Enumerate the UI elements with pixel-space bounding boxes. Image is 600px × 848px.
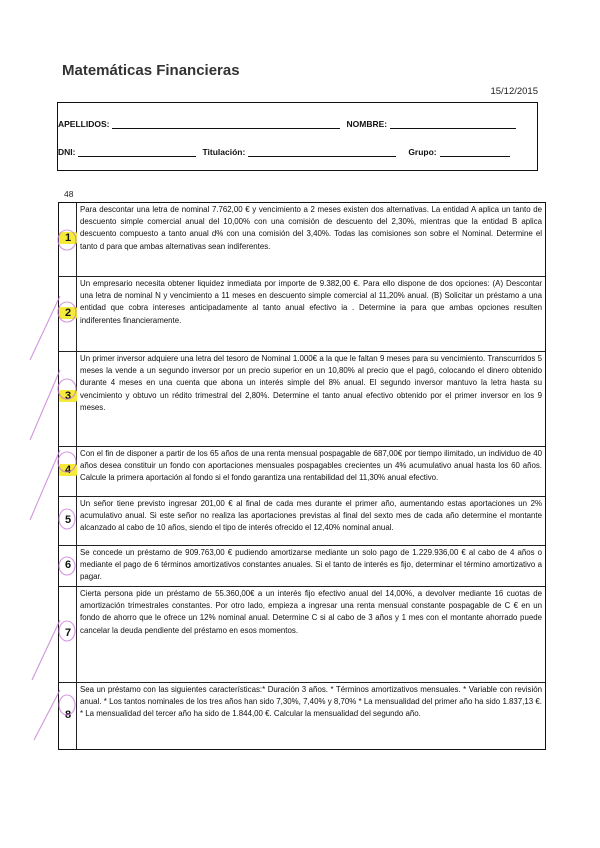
slash-mark [30, 450, 60, 520]
name-row [58, 119, 516, 129]
dni-field[interactable] [78, 147, 196, 157]
slash-mark [32, 620, 60, 680]
question-number: 1 [59, 232, 77, 244]
apellidos-field[interactable] [112, 119, 340, 129]
question-number: 6 [64, 559, 72, 571]
dni-label: DNI: [58, 147, 76, 157]
question-row [59, 352, 545, 447]
grupo-label: Grupo: [408, 147, 437, 157]
titulacion-label: Titulación: [202, 147, 246, 157]
nombre-field[interactable] [390, 119, 516, 129]
question-row [59, 683, 545, 749]
page-number: 48 [64, 189, 74, 199]
question-number: 4 [59, 464, 77, 476]
student-info-box [57, 102, 538, 171]
slash-mark [30, 370, 60, 440]
question-row [59, 587, 545, 683]
question-text: Se concede un préstamo de 909.763,00 € pudiendo amortizarse mediante un solo pago de 1.229.936,00 € al cabo de 4 años o mediante el pago de 6 términos amortizativos constantes anuales. Si el tanto de interés es fijo, determinar el término amortizativo a pagar. [80, 548, 542, 582]
question-row [59, 447, 545, 497]
question-text: Para descontar una letra de nominal 7.762,00 € y vencimiento a 2 meses existen dos alternativas. La entidad A aplica un tanto de descuento simple comercial anual del 10,00% con una comisión de descuento del 2,30%, mientras que la entidad B aplica descuento compuesto a tanto anual d% con una comisión del 3,40%. Todas las comisiones son sobre el Nominal. Determine el tanto d para que ambas alternativas sean indiferentes. [80, 205, 542, 251]
question-number: 3 [59, 390, 77, 402]
question-number: 2 [59, 307, 77, 319]
slash-mark [30, 296, 60, 360]
question-row [59, 203, 545, 277]
question-number: 8 [64, 709, 72, 721]
titulacion-field[interactable] [248, 147, 396, 157]
document-title: Matemáticas Financieras [62, 62, 240, 79]
question-row [59, 546, 545, 587]
question-number: 7 [64, 627, 72, 639]
question-text: Cierta persona pide un préstamo de 55.360,00€ a un interés fijo efectivo anual del 14,00%, a devolver mediante 16 cuotas de amortización trimestrales constantes. Por otro lado, empieza a ingresar una renta mensual constante pospagable de C € en un fondo de ahorro que le ofrece un 12% nominal anual. Determine C si al cabo de 3 años y 1 mes con el montante ahorrado puede cancelar la deuda pendiente del préstamo en esos momentos. [80, 589, 542, 635]
nombre-label: NOMBRE: [346, 119, 388, 129]
question-text: Un empresario necesita obtener liquidez inmediata por importe de 9.382,00 €. Para ello dispone de dos opciones: (A) Descontar una letra de nominal N y vencimiento a 11 meses en descuento simple comercial al 11,20% anual. (B) Solicitar un préstamo a una entidad que cobra intereses anticipadamente al tanto anual efectivo ia . Determine ia para que ambas opciones resulten indiferentes financieramente. [80, 279, 542, 325]
question-text: Un primer inversor adquiere una letra del tesoro de Nominal 1.000€ a la que le faltan 9 meses para su vencimiento. Transcurridos 5 meses la vende a un segundo inversor por un precio superior en un 10,80% al precio que el pagó, colocando el dinero obtenido durante 4 meses en una cuenta que abona un interés simple del 8% anual. El segundo inversor mantuvo la letra hasta su vencimiento y obtuvo un rédito trimestral del 2,80%. Determine el tanto anual efectivo obtenido por el primer inversor en los 9 meses. [80, 354, 542, 412]
question-text: Un señor tiene previsto ingresar 201,00 € al final de cada mes durante el primer año, aumentando estas aportaciones un 2% acumulativo anual. Si este señor no realiza las aportaciones previstas al final del sexto mes de cada año determine el montante alcanzado al cabo de 10 años, siendo el tipo de interés ofrecido el 12,40% nominal anual. [80, 499, 542, 533]
apellidos-label: APELLIDOS: [58, 119, 110, 129]
exam-date: 15/12/2015 [490, 86, 538, 97]
question-row [59, 277, 545, 352]
question-text: Sea un préstamo con las siguientes características:* Duración 3 años. * Términos amortizativos mensuales. * Variable con revisión anual. * Los tantos nominales de los tres años han sido 7,30%, 7,40% y 8,70% * La mensualidad del primer año ha sido 1.837,13 €. * La mensualidad del tercer año ha sido de 1.844,00 €. Calcular la mensualidad del segundo año. [80, 685, 542, 719]
questions-table [58, 202, 546, 750]
question-number: 5 [64, 514, 72, 526]
question-text: Con el fin de disponer a partir de los 65 años de una renta mensual pospagable de 687,00€ por tiempo ilimitado, un individuo de 40 años desea constituir un fondo con aportaciones mensuales pospagables crecientes un 4% acumulativo anual hasta los 60 años. Calcule la primera aportación al fondo si el fondo garantiza una rentabilidad del 11,30% anual efectivo. [80, 449, 542, 483]
slash-mark [34, 690, 60, 740]
id-row [58, 147, 510, 157]
grupo-field[interactable] [440, 147, 510, 157]
question-row [59, 497, 545, 546]
